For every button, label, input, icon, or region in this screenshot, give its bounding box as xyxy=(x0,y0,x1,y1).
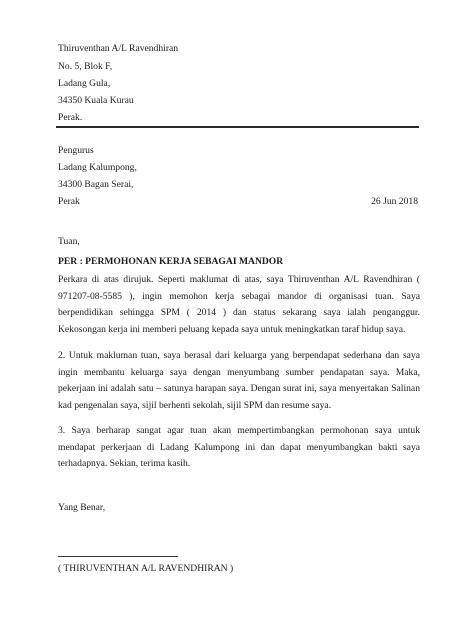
sender-address-line: 34350 Kuala Kurau xyxy=(58,95,134,106)
recipient-address-line: Ladang Kalumpong, xyxy=(58,162,137,173)
body-paragraph: Perkara di atas dirujuk. Seperti maklumat di atas, saya Thiruventhan A/L Ravendhiran ( 971207-08-5585 ), ingin memohon kerja sebagai mandor di organisasi tuan. Saya berpendidikan sehingga SPM ( 2014 ) dan status sekarang saya ialah penganggur. Kekosongan kerja ini memberi peluang kepada saya untuk meningkatkan taraf hidup saya. xyxy=(58,274,420,335)
sender-name: Thiruventhan A/L Ravendhiran xyxy=(58,43,179,54)
header-divider xyxy=(56,126,419,128)
recipient-address-line: Perak xyxy=(58,196,80,207)
salutation: Tuan, xyxy=(58,236,80,247)
letter-subject: PER : PERMOHONAN KERJA SEBAGAI MANDOR xyxy=(58,256,284,267)
sender-address-line: No. 5, Blok F, xyxy=(58,61,113,72)
closing: Yang Benar, xyxy=(58,502,106,513)
recipient-title: Pengurus xyxy=(58,145,94,156)
body-paragraph: 3. Saya berharap sangat agar tuan akan mempertimbangkan permohonan saya untuk mendapat perkerjaan di Ladang Kalumpong ini dan dapat menyumbangkan bakti saya terhadapnya. Sekian, terima kasih. xyxy=(58,425,420,470)
sender-address-line: Ladang Gula, xyxy=(58,78,111,89)
recipient-address-line: 34300 Bagan Serai, xyxy=(58,179,134,190)
signature-line xyxy=(58,556,178,557)
signature-name: ( THIRUVENTHAN A/L RAVENDHIRAN ) xyxy=(58,563,234,574)
body-paragraph: 2. Untuk makluman tuan, saya berasal dari keluarga yang berpendapat sederhana dan saya ingin membantu keluarga saya dengan menyumbang sumber pendapatan saya. Maka, pekerjaan ini adalah satu – satunya harapan saya. Dengan surat ini, saya menyertakan Salinan kad pengenalan saya, sijil berhenti sekolah, sijil SPM dan resume saya. xyxy=(58,350,420,411)
sender-address-line: Perak. xyxy=(58,112,83,123)
letter-date: 26 Jun 2018 xyxy=(371,196,418,207)
